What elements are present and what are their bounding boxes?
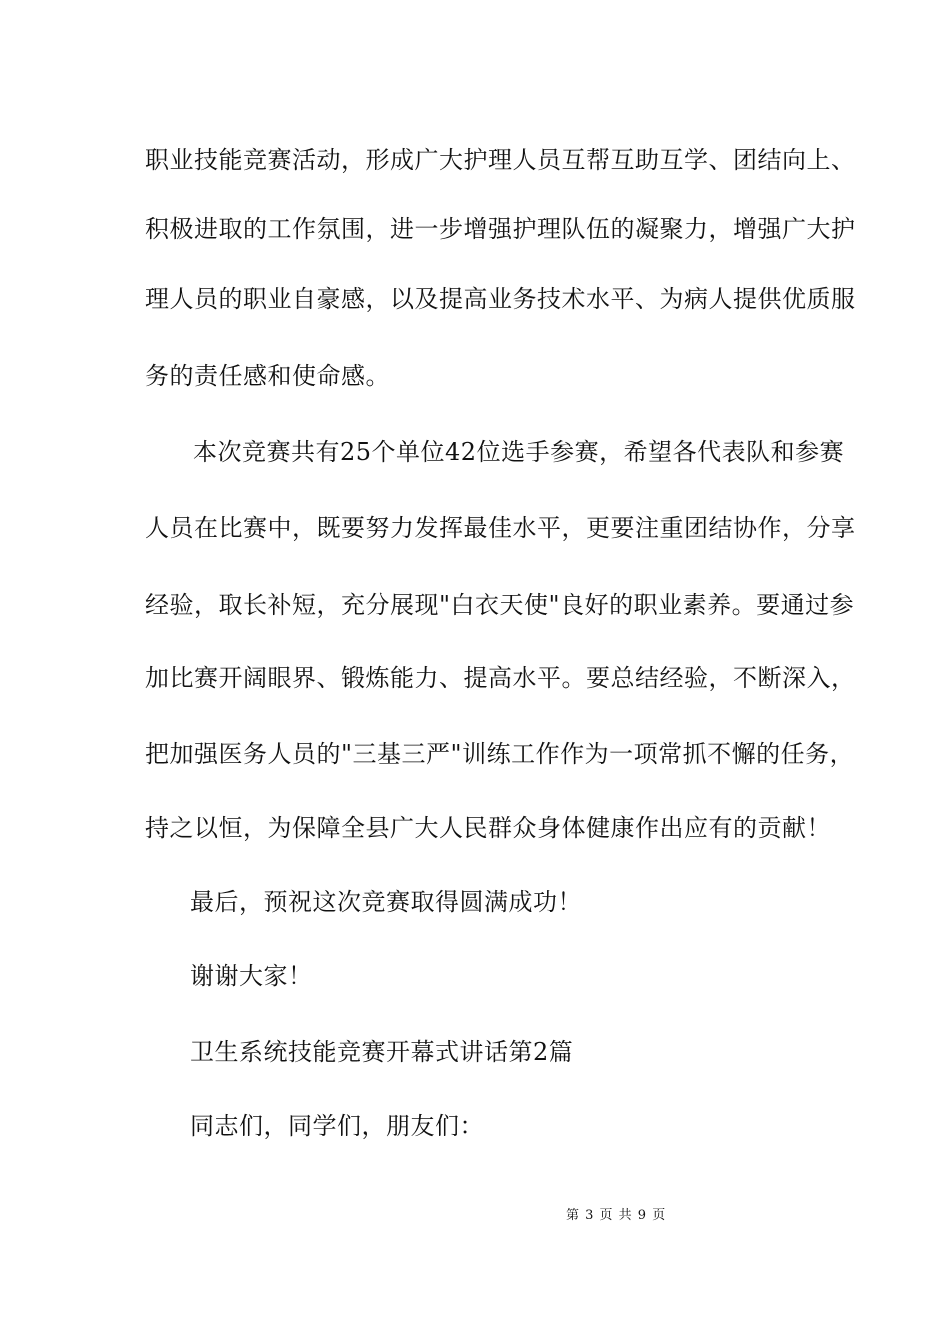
text-line: 职业技能竞赛活动，形成广大护理人员互帮互助互学、团结向上、 xyxy=(145,146,856,174)
text-line: 理人员的职业自豪感，以及提高业务技术水平、为病人提供优质服 xyxy=(145,285,856,313)
text-line: 本次竞赛共有25个单位42位选手参赛，希望各代表队和参赛 xyxy=(193,438,845,466)
text-line: 加比赛开阔眼界、锻炼能力、提高水平。要总结经验，不断深入， xyxy=(145,664,856,692)
text-line: 把加强医务人员的"三基三严"训练工作作为一项常抓不懈的任务， xyxy=(145,740,855,768)
section-title: 卫生系统技能竞赛开幕式讲话第2篇 xyxy=(190,1038,574,1066)
text-line: 务的责任感和使命感。 xyxy=(145,362,390,390)
text-line: 经验，取长补短，充分展现"白衣天使"良好的职业素养。要通过参 xyxy=(145,591,855,619)
text-line: 人员在比赛中，既要努力发挥最佳水平，更要注重团结协作，分享 xyxy=(145,514,856,542)
page-number-footer: 第 3 页 共 9 页 xyxy=(566,1208,667,1223)
text-line: 持之以恒，为保障全县广大人民群众身体健康作出应有的贡献！ xyxy=(145,814,831,842)
closing-wish: 最后，预祝这次竞赛取得圆满成功！ xyxy=(190,888,582,916)
text-line: 积极进取的工作氛围，进一步增强护理队伍的凝聚力，增强广大护 xyxy=(145,215,856,243)
salutation: 同志们，同学们，朋友们： xyxy=(190,1112,484,1140)
thanks-line: 谢谢大家！ xyxy=(190,962,313,990)
